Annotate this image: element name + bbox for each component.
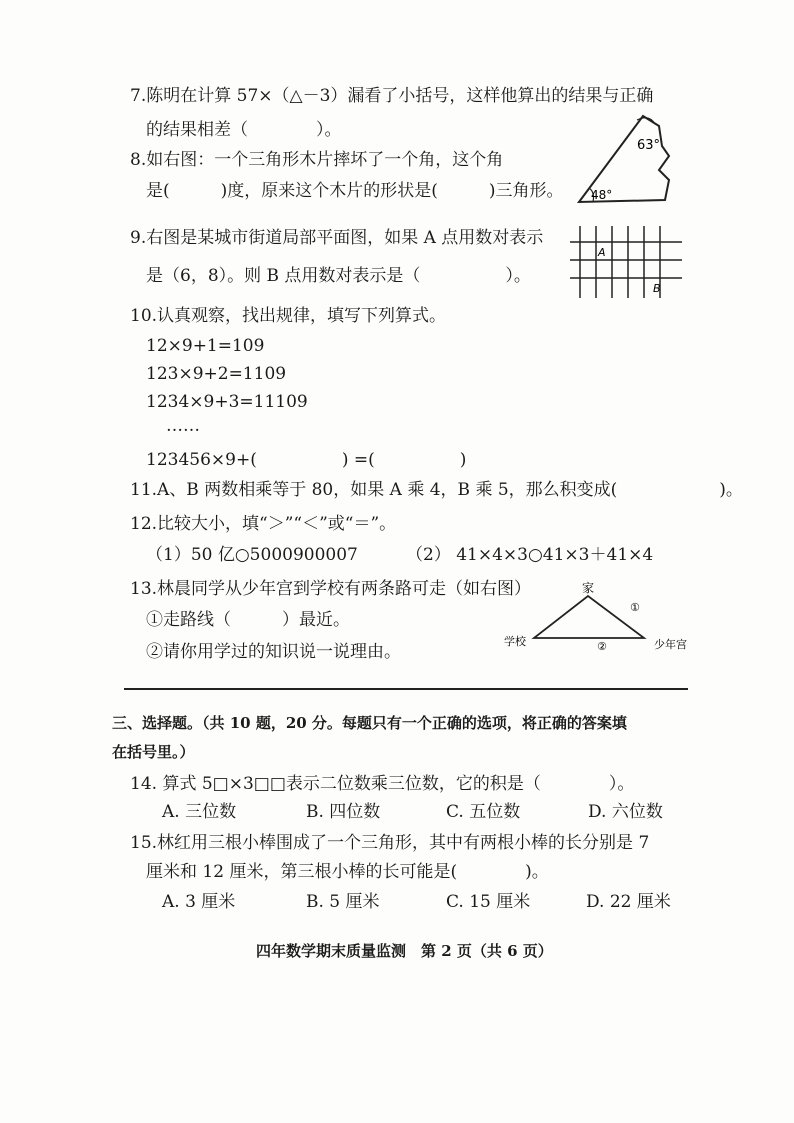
q10-eq2: 123×9+2=1109 xyxy=(146,364,287,384)
route-triangle-figure xyxy=(500,578,692,654)
page-footer: 四年数学期末质量监测 第 2 页（共 6 页） xyxy=(256,942,553,960)
section3-heading-line1: 三、选择题。（共 10 题，20 分。每题只有一个正确的选项，将正确的答案填 xyxy=(112,714,627,732)
point-b-label: B xyxy=(653,282,661,295)
angle-48-label: 48° xyxy=(591,188,613,202)
q9-line2: 是（6，8）。则 B 点用数对表示是（ ）。 xyxy=(146,266,531,286)
q8-line1: 8.如右图：一个三角形木片摔坏了一个角，这个角 xyxy=(130,150,504,170)
q14-option-a: A. 三位数 xyxy=(162,802,237,822)
broken-triangle-figure xyxy=(575,112,687,208)
point-a-label: A xyxy=(598,246,606,259)
q15-option-a: A. 3 厘米 xyxy=(162,892,236,912)
q7-line2: 的结果相差（ ）。 xyxy=(146,120,342,140)
q8-line2: 是( )度，原来这个木片的形状是( )三角形。 xyxy=(146,181,564,201)
q10-eq1: 12×9+1=109 xyxy=(146,336,265,356)
q12-part1: （1）50 亿○5000900007 xyxy=(146,545,358,565)
q14-option-d: D. 六位数 xyxy=(588,802,663,822)
q15-line1: 15.林红用三根小棒围成了一个三角形，其中有两根小棒的长分别是 7 xyxy=(130,833,650,853)
q14-text: 14. 算式 5□×3□□表示二位数乘三位数，它的积是（ ）。 xyxy=(130,774,635,794)
q13-line3: ②请你用学过的知识说一说理由。 xyxy=(146,642,401,662)
q10-dots: …… xyxy=(166,416,200,436)
q13-line2: ①走路线（ ）最近。 xyxy=(146,610,350,630)
section-divider xyxy=(124,688,688,690)
route-2-label: ② xyxy=(597,640,607,653)
angle-63-label: 63° xyxy=(637,138,661,153)
q10-title: 10.认真观察，找出规律，填写下列算式。 xyxy=(130,306,447,326)
q12-part2: （2） 41×4×3○41×3＋41×4 xyxy=(406,545,654,565)
q7-line1: 7.陈明在计算 57×（△－3）漏看了小括号，这样他算出的结果与正确 xyxy=(130,86,654,106)
q12-title: 12.比较大小，填“＞”“＜”或“＝”。 xyxy=(130,514,397,534)
q10-eq-last: 123456×9+( ) =( ) xyxy=(146,450,467,470)
q13-line1: 13.林晨同学从少年宫到学校有两条路可走（如右图） xyxy=(130,579,532,599)
q15-option-c: C. 15 厘米 xyxy=(446,892,531,912)
q15-option-d: D. 22 厘米 xyxy=(586,892,671,912)
street-grid-figure xyxy=(570,226,682,302)
q14-option-b: B. 四位数 xyxy=(306,802,381,822)
school-label: 学校 xyxy=(504,635,526,648)
home-label: 家 xyxy=(582,581,595,595)
q15-line2: 厘米和 12 厘米，第三根小棒的长可能是( )。 xyxy=(146,862,549,882)
q11-text: 11.A、B 两数相乘等于 80，如果 A 乘 4，B 乘 5，那么积变成( )。 xyxy=(130,480,743,500)
youth-palace-label: 少年宫 xyxy=(654,638,687,651)
q10-eq3: 1234×9+3=11109 xyxy=(146,392,308,412)
q15-option-b: B. 5 厘米 xyxy=(306,892,380,912)
q9-line1: 9.右图是某城市街道局部平面图，如果 A 点用数对表示 xyxy=(130,228,544,248)
q14-option-c: C. 五位数 xyxy=(446,802,521,822)
section3-heading-line2: 在括号里。） xyxy=(112,743,195,761)
route-1-label: ① xyxy=(630,601,640,614)
